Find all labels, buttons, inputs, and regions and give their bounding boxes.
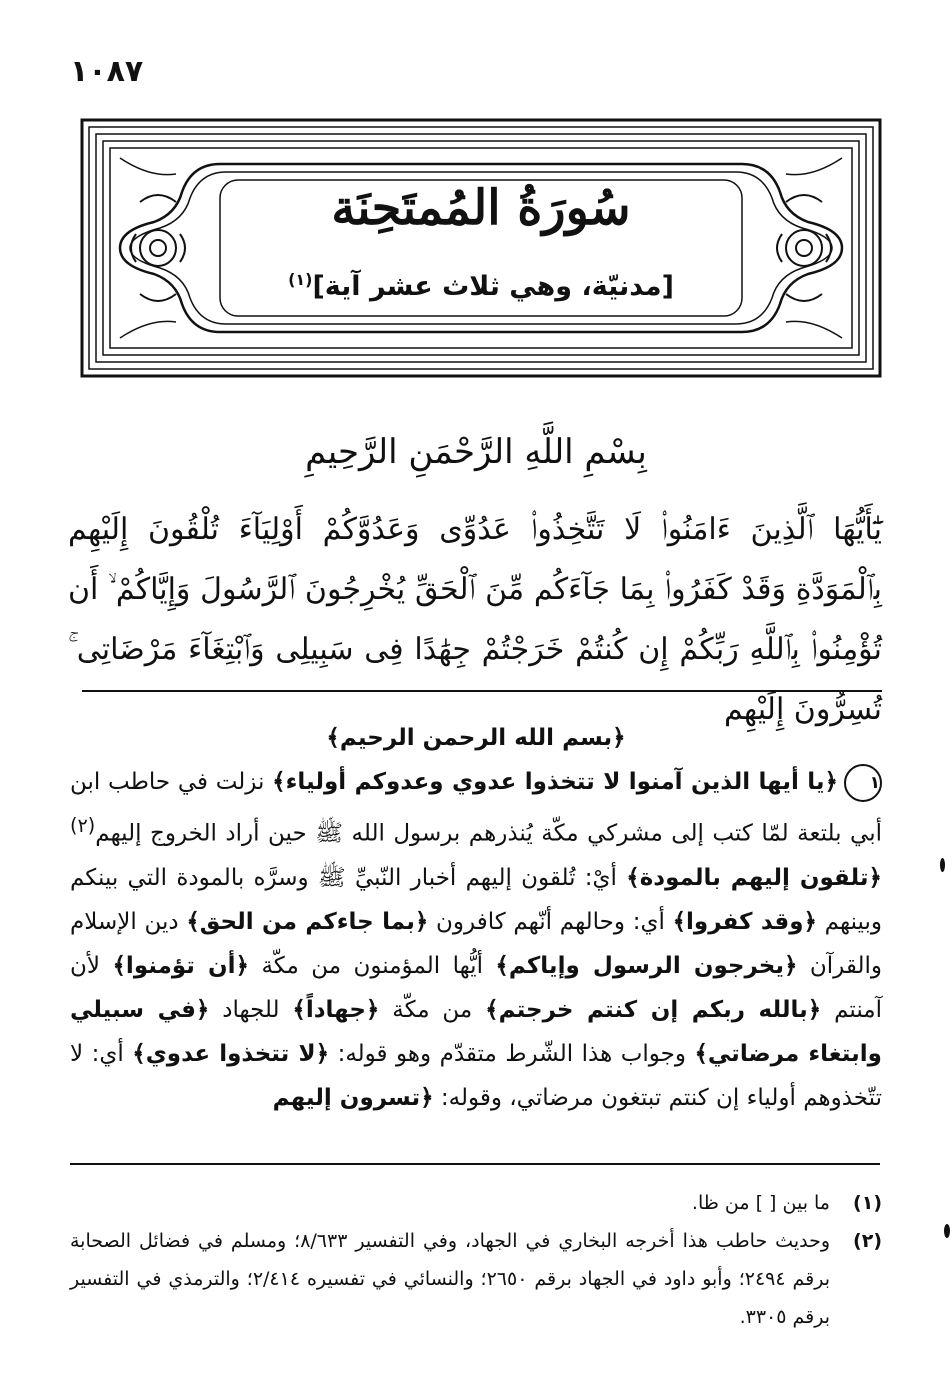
verse-quote: ﴿وقد كفروا﴾ [672, 908, 817, 935]
ornamental-border [80, 118, 882, 378]
basmala-calligraphy: بِسْمِ اللَّهِ الرَّحْمَنِ الرَّحِيمِ [305, 432, 647, 472]
verse-quote: ﴿بالله ربكم إن كنتم خرجتم﴾ [485, 996, 822, 1023]
footnote-number: (١) [853, 1192, 882, 1214]
verse-quote: ﴿بما جاءكم من الحق﴾ [186, 908, 429, 935]
page-number: ١٠٨٧ [70, 54, 144, 89]
footnote-divider [70, 1163, 880, 1165]
surah-subtitle-text: [مدنيّة، وهي ثلاث عشر آية] [312, 271, 674, 302]
explanation-text: أي: وحالهم أنّهم كافرون [428, 908, 673, 935]
subtitle-footnote-ref: (١) [288, 270, 313, 289]
verse-quote: ﴿جهاداً﴾ [292, 996, 380, 1023]
surah-header-frame [80, 118, 882, 378]
footnote-text: ما بين [ ] من ظا. [691, 1192, 830, 1214]
margin-mark [944, 1224, 950, 1238]
footnote-text: وحديث حاطب هذا أخرجه البخاري في الجهاد، وفي التفسير ٨/٦٣٣؛ ومسلم في فضائل الصحابة برقم ٢٤٩٤؛ وأبو داود في الجهاد برقم ٢٦٥٠؛ والنسائي في تفسيره ٢/٤١٤؛ والترمذي في التفسير برقم ٣٣٠٥. [70, 1230, 831, 1328]
explanation-text: أيْ: تُلقون إليهم أخبار النّبيِّ ﷺ وسرَّه بالمودة التي بينكم وبينهم [70, 864, 882, 935]
explanation-text: للجهاد [209, 996, 293, 1023]
verse-quote: ﴿يا أيها الذين آمنوا لا تتخذوا عدوي وعدوكم أولياء﴾ [272, 769, 838, 795]
explanation-text: دين الإسلام والقرآن [70, 908, 882, 979]
footnote-item [70, 1222, 882, 1336]
explanation-text: من مكّة [379, 996, 486, 1023]
explanation-text: وجواب هذا الشّرط متقدّم وهو قوله: [329, 1040, 695, 1067]
surah-title: سُورَةُ المُمتَحِنَة [331, 180, 631, 236]
verse-quote: ﴿يخرجون الرسول وإياكم﴾ [495, 952, 798, 979]
explanation-text: نزلت في حاطب ابن أبي بلتعة لمّا كتب إلى مشركي مكّة يُنذرهم برسول الله ﷺ حين أراد الخروج إليهم [70, 769, 882, 847]
verse-number-badge: ١ [844, 764, 882, 802]
verse-quote: ﴿في سبيلي وابتغاء مرضاتي﴾ [70, 996, 882, 1067]
surah-subtitle [80, 270, 882, 302]
footnotes [70, 1184, 882, 1336]
explanation-text: أي: لا تتّخذوهم أولياء إن كنتم تبتغون مرضاتي، وقوله: [70, 1040, 882, 1111]
footnote-item [70, 1184, 882, 1222]
verse-quote: ﴿تسرون إليهم [272, 1084, 434, 1111]
verse-quote: ﴿أن تؤمنوا﴾ [112, 952, 250, 979]
commentary-body [70, 760, 882, 1120]
explanation-text: لأن آمنتم [70, 952, 882, 1023]
section-divider [82, 690, 882, 692]
footnote-number: (٢) [853, 1230, 882, 1252]
quran-verse: يَٰٓأَيُّهَا ٱلَّذِينَ ءَامَنُوا۟ لَا تَتَّخِذُوا۟ عَدُوِّى وَعَدُوَّكُمْ أَوْلِيَآءَ تُلْقُونَ إِلَيْهِم بِٱلْمَوَدَّةِ وَقَدْ كَفَرُوا۟ بِمَا جَآءَكُم مِّنَ ٱلْحَقِّ يُخْرِجُونَ ٱلرَّسُولَ وَإِيَّاكُمْ ۙ أَن تُؤْمِنُوا۟ بِٱللَّهِ رَبِّكُمْ إِن كُنتُمْ خَرَجْتُمْ جِهَٰدًا فِى سَبِيلِى وَٱبْتِغَآءَ مَرْضَاتِى ۚ تُسِرُّونَ إِلَيْهِم [68, 512, 882, 727]
footnote-ref: (٢) [70, 814, 96, 837]
commentary-basmala: ﴿بسم الله الرحمن الرحيم﴾ [326, 725, 626, 751]
explanation-text: أيُّها المؤمنون من مكّة [249, 952, 496, 979]
verse-quote: ﴿لا تتخذوا عدوي﴾ [132, 1040, 330, 1067]
verse-quote: ﴿تلقون إليهم بالمودة﴾ [626, 864, 882, 891]
margin-mark [940, 858, 945, 872]
commentary [70, 716, 882, 1120]
